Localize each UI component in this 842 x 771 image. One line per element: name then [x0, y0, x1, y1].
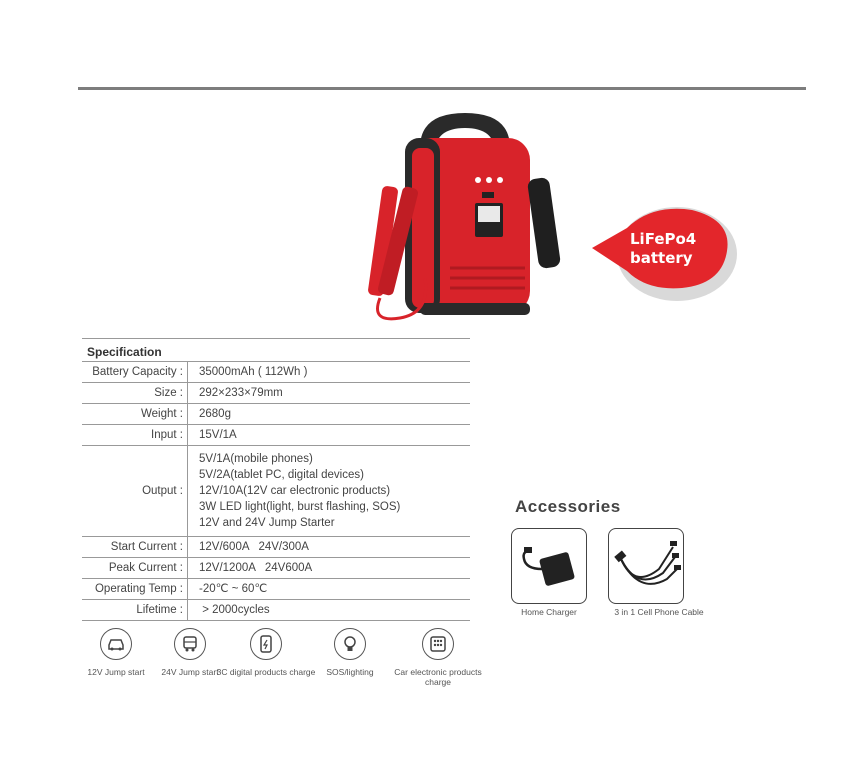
spec-row-output: [82, 446, 470, 537]
spec-label: Start Current :: [82, 537, 188, 557]
top-divider: [78, 87, 806, 90]
spec-value: -20℃ ~ 60℃: [199, 583, 268, 595]
accessory-label: Home Charger: [521, 607, 577, 617]
spec-label: Weight :: [82, 404, 188, 424]
charger-icon: [511, 528, 587, 604]
cable-icon: [608, 528, 684, 604]
spec-row-size: [82, 383, 470, 404]
spec-value: 15V/1A: [199, 429, 237, 441]
spec-value: 5V/2A(tablet PC, digital devices): [199, 469, 364, 481]
badge-line-2: battery: [630, 249, 693, 267]
spec-row-peak-current: [82, 558, 470, 579]
feature-label: SOS/lighting: [326, 667, 374, 677]
spec-value: 12V/10A(12V car electronic products): [199, 485, 391, 497]
spec-row-input: [82, 425, 470, 446]
bulb-icon: [334, 628, 366, 660]
jump-starter-image: [350, 108, 565, 323]
lifepo4-badge: [630, 230, 720, 268]
panel-icon: [422, 628, 454, 660]
spec-value: 35000mAh ( 112Wh ): [199, 366, 308, 378]
spec-value: 12V/600A 24V/300A: [199, 541, 309, 553]
car-icon: [100, 628, 132, 660]
spec-value: 292×233×79mm: [199, 387, 283, 399]
feature-label: 3C digital products charge: [216, 667, 316, 677]
spec-row-battery-capacity: [82, 362, 470, 383]
phone-icon: [250, 628, 282, 660]
spec-row-operating-temp: [82, 579, 470, 600]
accessories-title: Accessories: [515, 497, 621, 516]
spec-value: > 2000cycles: [199, 604, 270, 616]
spec-row-lifetime: [82, 600, 470, 621]
spec-label: Input :: [82, 425, 188, 445]
feature-label: 24V Jump start: [161, 667, 219, 677]
specification-title: Specification: [82, 338, 470, 362]
spec-row-start-current: [82, 537, 470, 558]
feature-car-electronic-charge: [388, 628, 488, 687]
spec-label: Peak Current :: [82, 558, 188, 578]
accessory-label: 3 in 1 Cell Phone Cable: [614, 607, 704, 617]
feature-label: Car electronic products charge: [394, 667, 482, 687]
spec-label: Output :: [82, 446, 188, 536]
spec-label: Battery Capacity :: [82, 362, 188, 382]
spec-label: Lifetime :: [82, 600, 188, 620]
spec-value: 12V and 24V Jump Starter: [199, 517, 335, 529]
specification-table: [82, 338, 470, 621]
truck-icon: [174, 628, 206, 660]
spec-label: Size :: [82, 383, 188, 403]
feature-label: 12V Jump start: [87, 667, 145, 677]
spec-value: 2680g: [199, 408, 231, 420]
badge-line-1: LiFePo4: [630, 230, 697, 248]
feature-sos-lighting: [300, 628, 400, 677]
spec-value: 3W LED light(light, burst flashing, SOS): [199, 501, 401, 513]
spec-label: Operating Temp :: [82, 579, 188, 599]
spec-value: 5V/1A(mobile phones): [199, 453, 313, 465]
spec-row-weight: [82, 404, 470, 425]
spec-value: 12V/1200A 24V600A: [199, 562, 313, 574]
